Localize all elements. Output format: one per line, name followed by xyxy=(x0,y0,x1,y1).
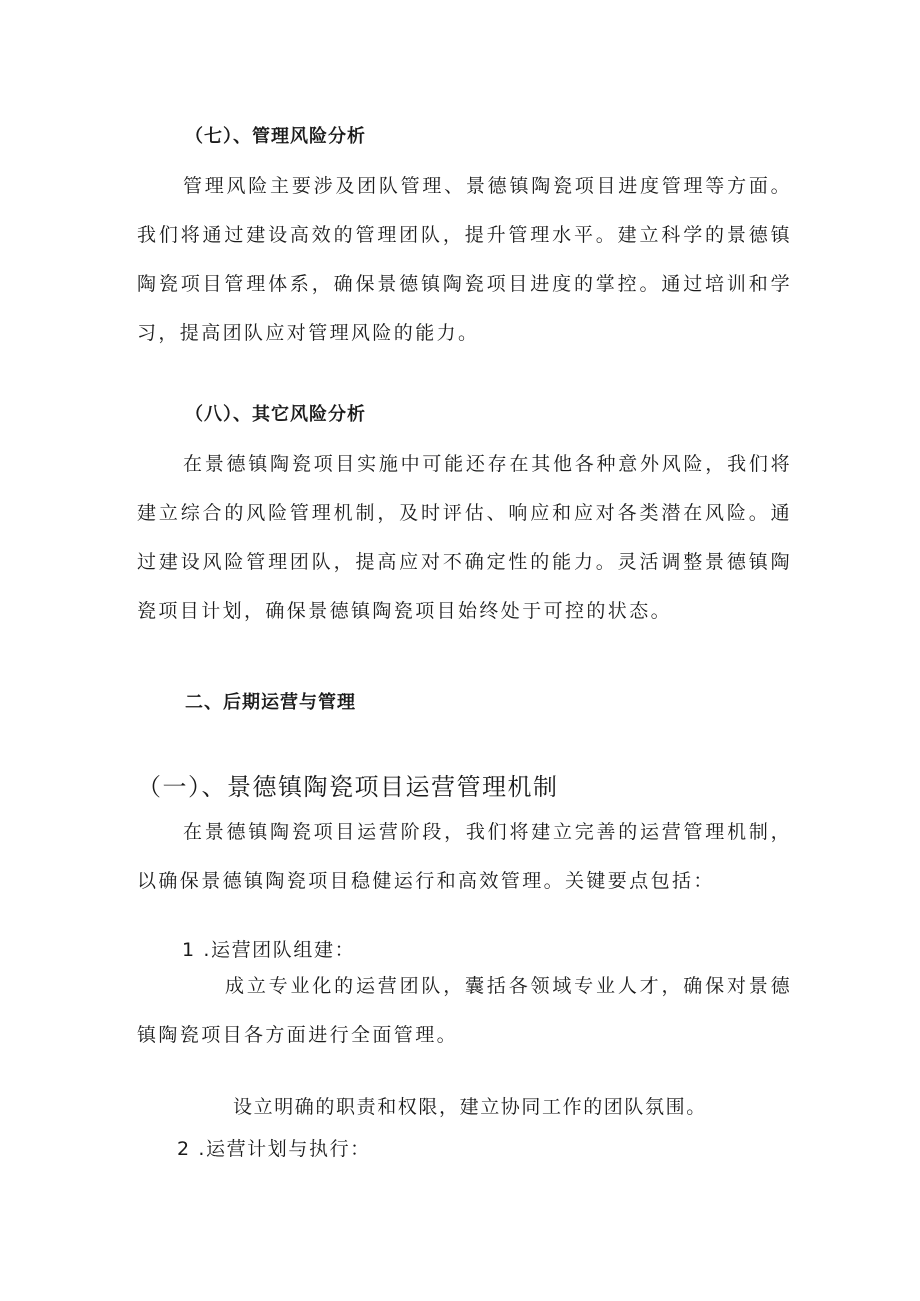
list-item-1-detail-2: 设立明确的职责和权限，建立协同工作的团队氛围。 xyxy=(233,1096,707,1118)
subsection-1-heading: （一）、景德镇陶瓷项目运营管理机制 xyxy=(137,773,559,801)
list-item-2-title: 2 .运营计划与执行： xyxy=(177,1138,371,1160)
list-item-1-detail-1: 成立专业化的运营团队，囊括各领域专业人才，确保对景德镇陶瓷项目各方面进行全面管理。 xyxy=(137,975,792,1046)
chapter-2-heading: 二、后期运营与管理 xyxy=(185,692,356,713)
list-item-1-title: 1 .运营团队组建： xyxy=(182,939,356,961)
section-8-paragraph: 在景德镇陶瓷项目实施中可能还存在其他各种意外风险，我们将建立综合的风险管理机制，及时评估、响应和应对各类潜在风险。通过建设风险管理团队，提高应对不确定性的能力。灵活调整景德镇陶瓷项目计划，确保景德镇陶瓷项目始终处于可控的状态。 xyxy=(137,453,792,622)
subsection-1-paragraph: 在景德镇陶瓷项目运营阶段，我们将建立完善的运营管理机制，以确保景德镇陶瓷项目稳健运行和高效管理。关键要点包括： xyxy=(137,821,792,892)
section-7-heading: （七）、管理风险分析 xyxy=(185,126,366,147)
section-8-heading: （八）、其它风险分析 xyxy=(185,404,366,425)
section-7-paragraph: 管理风险主要涉及团队管理、景德镇陶瓷项目进度管理等方面。我们将通过建设高效的管理团队，提升管理水平。建立科学的景德镇陶瓷项目管理体系，确保景德镇陶瓷项目进度的掌控。通过培训和学习，提高团队应对管理风险的能力。 xyxy=(137,175,792,344)
